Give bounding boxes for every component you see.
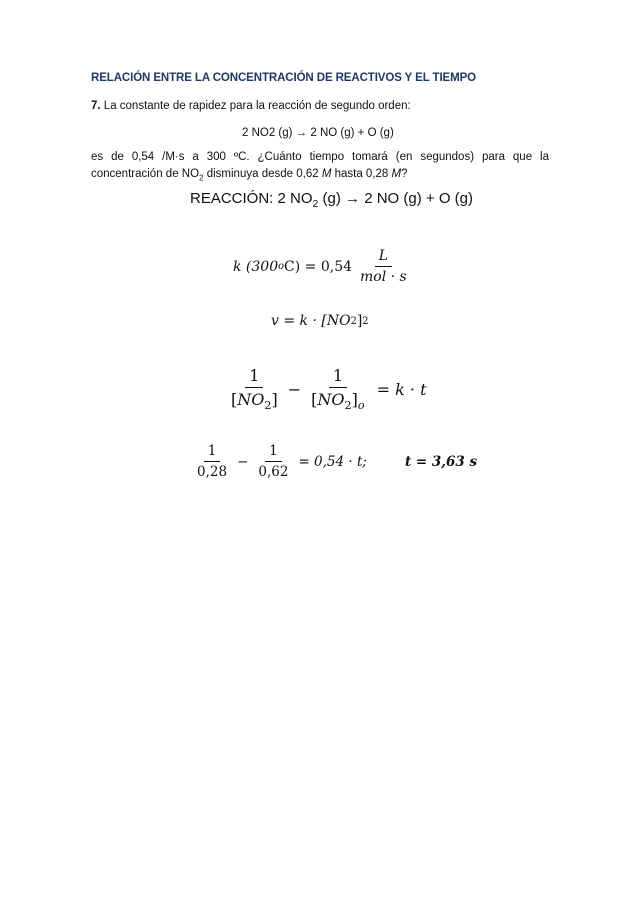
problem-number: 7. <box>91 100 101 112</box>
fraction-final: $\frac{1}{[NO_2]}$ <box>231 366 278 413</box>
problem-line-1: es de 0,54 /M·s a 300 ºC. ¿Cuánto tiempo tomará (en segundos) para que la <box>91 151 549 163</box>
rate-law-equation: v = k · [NO 2 ] 2 <box>271 313 369 329</box>
units-fraction: $\frac{L}{\text{mol · s}}$ <box>360 248 407 285</box>
fraction-initial: $\frac{1}{[NO_2]_o}$ <box>311 366 365 413</box>
section-heading: RELACIÓN ENTRE LA CONCENTRACIÓN DE REACTIVOS Y EL TIEMPO <box>91 72 477 84</box>
rate-constant-equation: k (300 o C) = 0,54 $\frac{L}{\text{mol · s}}$ <box>233 248 411 285</box>
problem-prompt: La constante de rapidez para la reacción de segundo orden: <box>103 100 411 112</box>
reaction-title: REACCIÓN: 2 $NO_2$ (g) → 2 NO (g) + O (g) <box>190 190 473 210</box>
problem-line-2: concentración de $NO_2$ disminuya desde 0,62 M hasta 0,28 M? <box>91 168 408 183</box>
reaction-equation-small: 2 NO2 (g) → 2 NO (g) + O (g) <box>242 127 394 139</box>
numeric-substitution: $\frac{1}{0,28}$ − $\frac{1}{0,62}$ = 0,54 · t; t = 3,63 s <box>197 443 478 480</box>
integrated-rate-law: $\frac{1}{[NO_2]}$ − $\frac{1}{[NO_2]_o}$ = k · t <box>227 366 427 412</box>
final-result: t = 3,63 s <box>404 453 478 470</box>
problem-statement <box>91 100 411 112</box>
